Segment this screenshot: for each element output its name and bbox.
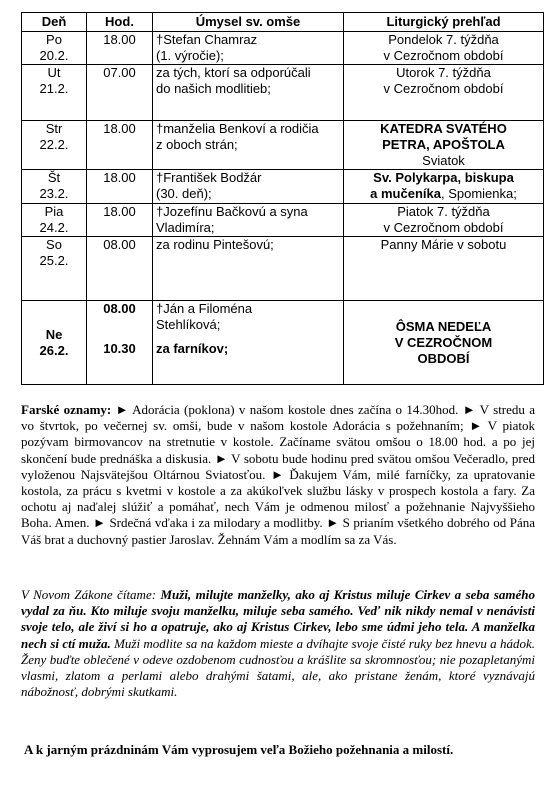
liturgy-feast-title: ÔSMA NEDEĽA [395,318,492,334]
intent-line: (1. výročie); [156,48,224,63]
intent-line: Stehlíková; [156,317,221,332]
intent-line: z oboch strán; [156,137,238,152]
day-date: 23.2. [39,186,69,201]
scripture-bold-text: Muži, milujte manželky, ako aj Kristus miluje Cirkev a seba samého vydal za ňu. Kto miluje svoju manželku, miluje seba samého. Veď nik nikdy nemal v nenávisti svoje telo, ale živí si ho a opatruje, ako aj Kristus Cirkev, lebo sme údmi jeho tela. A manželka nech si ctí muža. [21,587,535,651]
day-name: Ut [47,65,61,80]
time-cell [87,301,153,385]
day-cell [22,121,87,170]
time-cell: 08.00 [87,237,153,301]
liturgy-feast-title: V CEZROČNOM [394,334,493,350]
liturgy-cell [344,301,544,385]
table-row [22,301,544,385]
intent-cell [153,65,344,121]
table-row [22,204,544,237]
day-cell [22,237,87,301]
day-date: 25.2. [39,253,69,268]
scripture-intro: V Novom Zákone čítame: [21,587,161,602]
liturgy-cell [344,170,544,204]
day-date: 22.2. [39,137,69,152]
liturgy-line: Pondelok 7. týždňa [388,32,499,47]
table-row [22,32,544,65]
parish-notices [21,402,535,548]
liturgy-feast-title: KATEDRA SVATÉHO [380,121,507,136]
day-date: 24.2. [39,220,69,235]
day-name: Pia [44,204,64,219]
liturgy-line: Utorok 7. týždňa [396,65,491,80]
intent-cell [153,301,344,385]
mass-time: 08.00 [103,301,136,316]
intent-line: za farníkov; [156,341,229,356]
intent-line: †Stefan Chamraz [156,32,258,47]
liturgy-feast-title: Sv. Polykarpa, biskupa [373,170,514,185]
liturgy-cell [344,204,544,237]
intent-cell: za rodinu Pintešovú; [153,237,344,301]
day-name: Str [45,121,63,136]
header-liturgy: Liturgický prehľad [344,13,544,32]
intent-cell [153,32,344,65]
day-cell [22,32,87,65]
day-cell [22,301,87,385]
day-name: So [46,237,62,252]
liturgy-line: v Cezročnom období [383,48,504,63]
intent-line: Vladimíra; [156,220,215,235]
table-row [22,170,544,204]
intent-line: †manželia Benkoví a rodičia [156,121,319,136]
header-day: Deň [22,13,87,32]
mass-schedule-table [21,12,544,385]
day-date: 21.2. [39,81,69,96]
liturgy-feast-title: OBDOBÍ [417,350,470,366]
time-cell: 18.00 [87,32,153,65]
day-name: Po [46,32,62,47]
day-name: Št [47,170,61,185]
intent-line: za tých, ktorí sa odporúčali [156,65,311,80]
notices-label: Farské oznamy: [21,402,112,417]
scripture-text: Muži modlite sa na každom mieste a dvíhajte svoje čisté ruky bez hnevu a hádok. Ženy buďte oblečené v odeve ozdobenom cudnosťou a krášlite sa skromnosťou; nie pozapletanými vlasmi, zlatom a perlami alebo drahými šatami, ale, ako pristane ženám, ktoré vyznávajú nábožnosť, dobrými skutkami. [21,635,535,700]
table-row [22,65,544,121]
liturgy-rank: Sviatok [422,153,465,168]
intent-cell [153,121,344,170]
header-time: Hod. [87,13,153,32]
table-row [22,121,544,170]
intent-line: do našich modlitieb; [156,81,271,96]
liturgy-feast-title: a mučeníka [370,186,441,201]
time-cell: 18.00 [87,204,153,237]
day-date: 26.2. [39,342,69,358]
intent-cell [153,204,344,237]
intent-line: †Jozefínu Bačkovú a syna [156,204,308,219]
day-date: 20.2. [39,48,69,63]
intent-cell [153,170,344,204]
closing-blessing: A k jarným prázdninám Vám vyprosujem veľa Božieho požehnania a milostí. [24,742,454,757]
time-cell: 18.00 [87,170,153,204]
liturgy-cell: Panny Márie v sobotu [344,237,544,301]
liturgy-cell [344,32,544,65]
liturgy-line: v Cezročnom období [383,81,504,96]
table-row [22,237,544,301]
intent-line: †Ján a Filoména [156,301,253,316]
day-name: Ne [45,326,63,342]
table-header-row [22,13,544,32]
liturgy-line: Piatok 7. týždňa [397,204,490,219]
liturgy-line: v Cezročnom období [383,220,504,235]
day-cell [22,65,87,121]
time-cell: 07.00 [87,65,153,121]
time-cell: 18.00 [87,121,153,170]
mass-time: 10.30 [103,341,136,356]
intent-line: †František Bodžár [156,170,262,185]
day-cell [22,204,87,237]
scripture-passage [21,587,535,700]
liturgy-cell [344,121,544,170]
day-cell [22,170,87,204]
liturgy-cell [344,65,544,121]
liturgy-rank: , Spomienka; [440,186,517,201]
header-intent: Úmysel sv. omše [153,13,344,32]
intent-line: (30. deň); [156,186,212,201]
notices-text: ► Adorácia (poklona) v našom kostole dnes začína o 14.30hod. ► V stredu a vo štvrtok, po večernej sv. omši, bude v našom kostole Adorácia s požehnaním; ► V piatok pozývam birmovancov na stretnutie v kostole. Začíname svätou omšou o 18.00 hod. a po jej skončení bude prednáška a diskusia. ► V sobotu bude hodinu pred svätou omšou Večeradlo, pred vyloženou Najsvätejšou Oltárnou Sviatosťou. ► Ďakujem Vám, milé farníčky, za upratovanie kostola, za prácu s kvetmi v kostole a za akúkoľvek službu lásky v prospech kostola a fary. Za ochotu aj naďalej slúžiť a pomáhať, nech Vám je odmenou milosť a požehnanie Najvyššieho Boha. Amen. ► Srdečná vďaka i za milodary a modlitby. ► S prianím všetkého dobrého od Pána Váš brat a duchovný pastier Jaroslav. Žehnám Vám a modlím sa za Vás. [21,402,535,547]
liturgy-feast-title: PETRA, APOŠTOLA [382,137,505,152]
